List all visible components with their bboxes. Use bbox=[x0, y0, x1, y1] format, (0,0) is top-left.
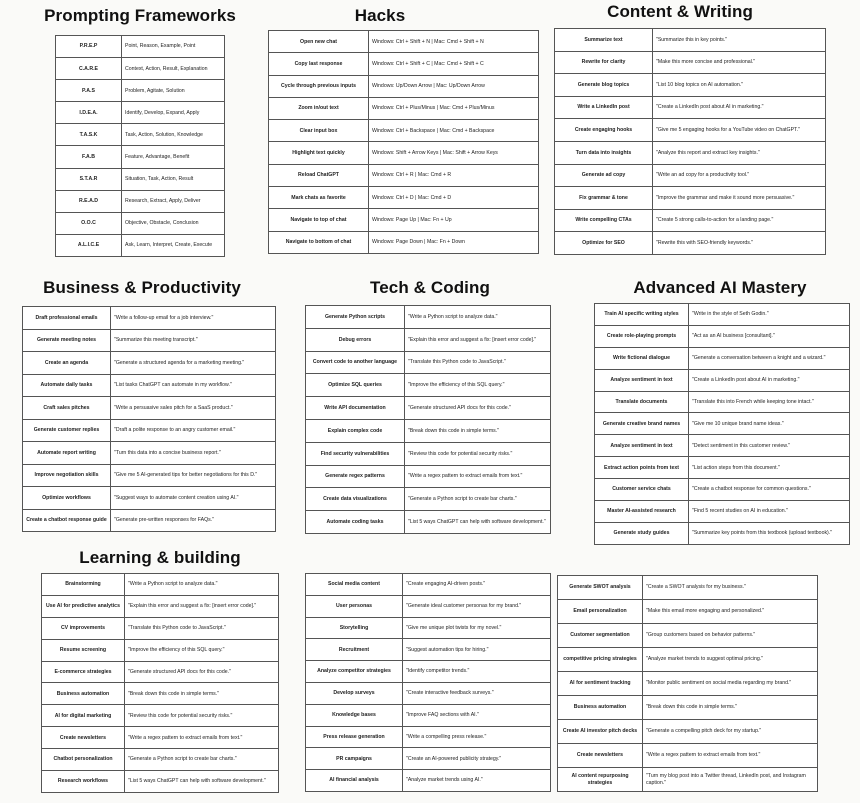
row-label: R.E.A.D bbox=[56, 190, 122, 212]
table-row bbox=[306, 704, 551, 726]
business-productivity-table bbox=[22, 306, 276, 532]
section-title-advanced-ai-mastery: Advanced AI Mastery bbox=[633, 278, 807, 297]
row-value: Windows: Shift + Arrow Keys | Mac: Shift + Arrow Keys bbox=[369, 142, 539, 164]
table-row bbox=[269, 75, 539, 97]
table-row bbox=[23, 442, 276, 465]
table-row bbox=[558, 624, 818, 648]
row-value: "Generate ideal customer personas for my brand." bbox=[403, 595, 551, 617]
table-row bbox=[269, 187, 539, 209]
row-label: PR campaigns bbox=[306, 748, 403, 770]
row-value: Research, Extract, Apply, Deliver bbox=[122, 190, 225, 212]
row-value: "Rewrite this with SEO-friendly keywords." bbox=[653, 232, 826, 255]
row-value: Windows: Ctrl + Shift + C | Mac: Cmd + Shift + C bbox=[369, 53, 539, 75]
row-label: Generate SWOT analysis bbox=[558, 576, 643, 600]
row-value: "Analyze market trends to suggest optimal pricing." bbox=[643, 648, 818, 672]
table-row bbox=[555, 209, 826, 232]
row-label: Extract action points from text bbox=[595, 457, 689, 479]
row-value: "Translate this Python code to JavaScript." bbox=[125, 617, 279, 639]
table-row bbox=[558, 672, 818, 696]
table-row bbox=[555, 187, 826, 210]
row-value: "Explain this error and suggest a fix: [insert error code]." bbox=[125, 595, 279, 617]
row-value: "Detect sentiment in this customer review." bbox=[689, 435, 850, 457]
row-value: Windows: Page Up | Mac: Fn + Up bbox=[369, 209, 539, 231]
table-row bbox=[595, 435, 850, 457]
table-row bbox=[42, 771, 279, 793]
row-value: "Generate a structured agenda for a marketing meeting." bbox=[111, 352, 276, 375]
row-value: "Create a SWOT analysis for my business." bbox=[643, 576, 818, 600]
row-label: Automate report writing bbox=[23, 442, 111, 465]
table-row bbox=[595, 413, 850, 435]
row-label: Research workflows bbox=[42, 771, 125, 793]
section-title-prompting-frameworks: Prompting Frameworks bbox=[44, 6, 236, 25]
row-value: "Make this email more engaging and personalized." bbox=[643, 600, 818, 624]
row-label: Debug errors bbox=[306, 328, 405, 351]
row-value: "Give me 10 unique brand name ideas." bbox=[689, 413, 850, 435]
row-value: "List 5 ways ChatGPT can help with software development." bbox=[125, 771, 279, 793]
row-label: Chatbot personalization bbox=[42, 749, 125, 771]
row-label: Mark chats as favorite bbox=[269, 187, 369, 209]
row-label: Write compelling CTAs bbox=[555, 209, 653, 232]
table-row bbox=[306, 682, 551, 704]
row-value: "Act as an AI business [consultant]." bbox=[689, 325, 850, 347]
marketing-prompts-table bbox=[305, 573, 551, 792]
row-label: Reload ChatGPT bbox=[269, 164, 369, 186]
hacks-table bbox=[268, 30, 539, 254]
table-row bbox=[56, 234, 225, 256]
row-value: "Draft a polite response to an angry customer email." bbox=[111, 419, 276, 442]
table-row bbox=[595, 457, 850, 479]
section-title-hacks: Hacks bbox=[354, 6, 406, 25]
row-label: Zoom in/out text bbox=[269, 97, 369, 119]
row-value: "Improve the efficiency of this SQL query." bbox=[125, 639, 279, 661]
row-value: "Give me 5 engaging hooks for a YouTube video on ChatGPT." bbox=[653, 119, 826, 142]
table-row bbox=[555, 29, 826, 52]
row-label: F.A.B bbox=[56, 146, 122, 168]
row-value: Situation, Task, Action, Result bbox=[122, 168, 225, 190]
row-label: Translate documents bbox=[595, 391, 689, 413]
table-row bbox=[555, 96, 826, 119]
row-label: I.D.E.A. bbox=[56, 102, 122, 124]
row-label: AI content repurposing strategies bbox=[558, 768, 643, 792]
table-row bbox=[558, 720, 818, 744]
row-value: "Improve the efficiency of this SQL query." bbox=[405, 374, 551, 397]
row-label: Create newsletters bbox=[558, 744, 643, 768]
row-label: Create an agenda bbox=[23, 352, 111, 375]
table-row bbox=[595, 369, 850, 391]
row-value: "Give me unique plot twists for my novel." bbox=[403, 617, 551, 639]
table-row bbox=[42, 595, 279, 617]
row-value: "Suggest ways to automate content creation using AI." bbox=[111, 487, 276, 510]
row-label: O.O.C bbox=[56, 212, 122, 234]
row-value: "Monitor public sentiment on social media regarding my brand." bbox=[643, 672, 818, 696]
row-label: C.A.R.E bbox=[56, 58, 122, 80]
table-row bbox=[23, 419, 276, 442]
table-row bbox=[306, 351, 551, 374]
row-value: "Generate structured API docs for this code." bbox=[125, 661, 279, 683]
row-value: "Make this more concise and professional." bbox=[653, 51, 826, 74]
table-row bbox=[42, 727, 279, 749]
row-value: "Generate a Python script to create bar charts." bbox=[125, 749, 279, 771]
table-row bbox=[56, 212, 225, 234]
row-value: "Write a compelling press release." bbox=[403, 726, 551, 748]
row-value: "Generate a conversation between a knight and a wizard." bbox=[689, 347, 850, 369]
table-row bbox=[595, 391, 850, 413]
row-value: Task, Action, Solution, Knowledge bbox=[122, 124, 225, 146]
table-row bbox=[42, 683, 279, 705]
section-title-learning-building: Learning & building bbox=[79, 548, 241, 567]
row-label: Highlight text quickly bbox=[269, 142, 369, 164]
table-row bbox=[555, 141, 826, 164]
row-label: Recruitment bbox=[306, 639, 403, 661]
row-label: Create data visualizations bbox=[306, 488, 405, 511]
row-value: "Translate this into French while keeping tone intact." bbox=[689, 391, 850, 413]
table-row bbox=[306, 465, 551, 488]
section-title-business-productivity: Business & Productivity bbox=[43, 278, 241, 297]
table-row bbox=[42, 661, 279, 683]
row-value: "Write an ad copy for a productivity tool." bbox=[653, 164, 826, 187]
row-label: AI for sentiment tracking bbox=[558, 672, 643, 696]
table-row bbox=[56, 124, 225, 146]
row-label: Business automation bbox=[42, 683, 125, 705]
row-value: Windows: Ctrl + R | Mac: Cmd + R bbox=[369, 164, 539, 186]
row-label: Automate coding tasks bbox=[306, 511, 405, 534]
row-label: Convert code to another language bbox=[306, 351, 405, 374]
strategy-prompts-table bbox=[557, 575, 818, 792]
table-row bbox=[306, 595, 551, 617]
row-label: Generate ad copy bbox=[555, 164, 653, 187]
table-row bbox=[23, 487, 276, 510]
row-value: "List 5 ways ChatGPT can help with software development." bbox=[405, 511, 551, 534]
row-value: "Generate a compelling pitch deck for my startup." bbox=[643, 720, 818, 744]
table-row bbox=[42, 574, 279, 596]
row-value: "Create engaging AI-driven posts." bbox=[403, 574, 551, 596]
row-label: Customer service chats bbox=[595, 479, 689, 501]
row-value: Windows: Up/Down Arrow | Mac: Up/Down Arrow bbox=[369, 75, 539, 97]
row-value: "Review this code for potential security risks." bbox=[125, 705, 279, 727]
table-row bbox=[269, 142, 539, 164]
table-row bbox=[269, 231, 539, 253]
row-value: "Turn this data into a concise business report." bbox=[111, 442, 276, 465]
row-value: "Create a LinkedIn post about AI in marketing." bbox=[689, 369, 850, 391]
table-row bbox=[595, 325, 850, 347]
row-value: "Generate structured API docs for this code." bbox=[405, 397, 551, 420]
table-row bbox=[42, 705, 279, 727]
table-row bbox=[23, 374, 276, 397]
row-value: "Write a persuasive sales pitch for a SaaS product." bbox=[111, 397, 276, 420]
table-row bbox=[306, 770, 551, 792]
table-row bbox=[595, 479, 850, 501]
table-row bbox=[595, 304, 850, 326]
row-label: Generate study guides bbox=[595, 522, 689, 544]
row-value: "Write a follow-up email for a job interview." bbox=[111, 307, 276, 330]
row-value: "Translate this Python code to JavaScript." bbox=[405, 351, 551, 374]
row-label: Optimize SQL queries bbox=[306, 374, 405, 397]
row-value: "Create 5 strong calls-to-action for a landing page." bbox=[653, 209, 826, 232]
row-label: Brainstorming bbox=[42, 574, 125, 596]
table-row bbox=[558, 576, 818, 600]
row-value: "Review this code for potential security risks." bbox=[405, 442, 551, 465]
row-label: Clear input box bbox=[269, 120, 369, 142]
row-label: Customer segmentation bbox=[558, 624, 643, 648]
row-label: Copy last response bbox=[269, 53, 369, 75]
row-label: Optimize for SEO bbox=[555, 232, 653, 255]
table-row bbox=[306, 748, 551, 770]
row-label: T.A.S.K bbox=[56, 124, 122, 146]
row-label: Turn data into insights bbox=[555, 141, 653, 164]
table-row bbox=[555, 164, 826, 187]
table-row bbox=[558, 648, 818, 672]
row-value: Windows: Ctrl + D | Mac: Cmd + D bbox=[369, 187, 539, 209]
prompting-frameworks-table bbox=[55, 35, 225, 257]
row-label: Explain complex code bbox=[306, 419, 405, 442]
table-row bbox=[269, 120, 539, 142]
table-row bbox=[306, 617, 551, 639]
row-value: "Find 5 recent studies on AI in education." bbox=[689, 501, 850, 523]
row-value: "Group customers based on behavior patterns." bbox=[643, 624, 818, 648]
row-label: Optimize workflows bbox=[23, 487, 111, 510]
table-row bbox=[306, 661, 551, 683]
table-row bbox=[558, 768, 818, 792]
row-label: Knowledge bases bbox=[306, 704, 403, 726]
table-row bbox=[269, 209, 539, 231]
row-value: "Break down this code in simple terms." bbox=[405, 419, 551, 442]
table-row bbox=[306, 574, 551, 596]
row-label: Rewrite for clarity bbox=[555, 51, 653, 74]
row-value: Problem, Agitate, Solution bbox=[122, 80, 225, 102]
row-label: Navigate to top of chat bbox=[269, 209, 369, 231]
row-label: A.L.I.C.E bbox=[56, 234, 122, 256]
table-row bbox=[306, 306, 551, 329]
row-label: Navigate to bottom of chat bbox=[269, 231, 369, 253]
table-row bbox=[23, 329, 276, 352]
row-value: Windows: Ctrl + Plus/Minus | Mac: Cmd + Plus/Minus bbox=[369, 97, 539, 119]
row-label: Cycle through previous inputs bbox=[269, 75, 369, 97]
row-value: "Write a regex pattern to extract emails from text." bbox=[405, 465, 551, 488]
row-label: P.R.E.P bbox=[56, 36, 122, 58]
row-value: Windows: Ctrl + Shift + N | Mac: Cmd + Shift + N bbox=[369, 31, 539, 53]
row-label: Storytelling bbox=[306, 617, 403, 639]
table-row bbox=[306, 726, 551, 748]
table-row bbox=[558, 744, 818, 768]
table-row bbox=[42, 639, 279, 661]
table-row bbox=[595, 501, 850, 523]
row-value: "Write a regex pattern to extract emails from text." bbox=[125, 727, 279, 749]
row-value: "Suggest automation tips for hiring." bbox=[403, 639, 551, 661]
row-value: "Identify competitor trends." bbox=[403, 661, 551, 683]
row-value: "Turn my blog post into a Twitter thread, LinkedIn post, and Instagram caption." bbox=[643, 768, 818, 792]
row-label: AI financial analysis bbox=[306, 770, 403, 792]
table-row bbox=[595, 522, 850, 544]
table-row bbox=[56, 80, 225, 102]
table-row bbox=[56, 102, 225, 124]
table-row bbox=[555, 74, 826, 97]
table-row bbox=[42, 749, 279, 771]
row-label: Create a chatbot response guide bbox=[23, 509, 111, 532]
row-label: Master AI-assisted research bbox=[595, 501, 689, 523]
row-value: Point, Reason, Example, Point bbox=[122, 36, 225, 58]
row-value: Identify, Develop, Expand, Apply bbox=[122, 102, 225, 124]
table-row bbox=[23, 352, 276, 375]
table-row bbox=[56, 36, 225, 58]
row-label: Develop surveys bbox=[306, 682, 403, 704]
row-label: Write API documentation bbox=[306, 397, 405, 420]
row-value: "Summarize this meeting transcript." bbox=[111, 329, 276, 352]
table-row bbox=[306, 639, 551, 661]
tech-coding-table bbox=[305, 305, 551, 534]
table-row bbox=[269, 164, 539, 186]
row-label: Craft sales pitches bbox=[23, 397, 111, 420]
row-label: Social media content bbox=[306, 574, 403, 596]
row-label: CV improvements bbox=[42, 617, 125, 639]
row-label: Analyze competitor strategies bbox=[306, 661, 403, 683]
row-label: S.T.A.R bbox=[56, 168, 122, 190]
row-value: "Generate pre-written responses for FAQs." bbox=[111, 509, 276, 532]
table-row bbox=[306, 442, 551, 465]
row-value: "Summarize key points from this textbook (upload textbook)." bbox=[689, 522, 850, 544]
row-value: "Generate a Python script to create bar charts." bbox=[405, 488, 551, 511]
table-row bbox=[306, 374, 551, 397]
row-value: "Write a Python script to analyze data." bbox=[405, 306, 551, 329]
row-label: Create newsletters bbox=[42, 727, 125, 749]
row-value: "Create an AI-powered publicity strategy." bbox=[403, 748, 551, 770]
row-value: "List action steps from this document." bbox=[689, 457, 850, 479]
row-label: Analyze sentiment in text bbox=[595, 369, 689, 391]
row-value: "Summarize this in key points." bbox=[653, 29, 826, 52]
table-row bbox=[56, 168, 225, 190]
row-value: Windows: Page Down | Mac: Fn + Down bbox=[369, 231, 539, 253]
row-label: User personas bbox=[306, 595, 403, 617]
row-label: E-commerce strategies bbox=[42, 661, 125, 683]
learning-building-table bbox=[41, 573, 279, 793]
row-label: Generate customer replies bbox=[23, 419, 111, 442]
row-label: Use AI for predictive analytics bbox=[42, 595, 125, 617]
row-value: "Improve the grammar and make it sound more persuasive." bbox=[653, 187, 826, 210]
row-label: Generate meeting notes bbox=[23, 329, 111, 352]
section-title-tech-coding: Tech & Coding bbox=[370, 278, 490, 297]
table-row bbox=[23, 307, 276, 330]
row-label: AI for digital marketing bbox=[42, 705, 125, 727]
row-label: Create AI investor pitch decks bbox=[558, 720, 643, 744]
row-value: "Create a LinkedIn post about AI in marketing." bbox=[653, 96, 826, 119]
content-writing-table bbox=[554, 28, 826, 255]
row-label: Resume screening bbox=[42, 639, 125, 661]
row-label: Draft professional emails bbox=[23, 307, 111, 330]
table-row bbox=[306, 419, 551, 442]
advanced-ai-mastery-table bbox=[594, 303, 850, 545]
row-label: P.A.S bbox=[56, 80, 122, 102]
row-value: "Write in the style of Seth Godin." bbox=[689, 304, 850, 326]
row-label: Create engaging hooks bbox=[555, 119, 653, 142]
row-value: Objective, Obstacle, Conclusion bbox=[122, 212, 225, 234]
table-row bbox=[56, 146, 225, 168]
table-row bbox=[269, 53, 539, 75]
row-label: Find security vulnerabilities bbox=[306, 442, 405, 465]
table-row bbox=[595, 347, 850, 369]
row-label: Write a LinkedIn post bbox=[555, 96, 653, 119]
row-value: "Break down this code in simple terms." bbox=[643, 696, 818, 720]
row-value: "Explain this error and suggest a fix: [insert error code]." bbox=[405, 328, 551, 351]
table-row bbox=[23, 464, 276, 487]
row-label: competitive pricing strategies bbox=[558, 648, 643, 672]
row-value: "Give me 5 AI-generated tips for better negotiations for this D." bbox=[111, 464, 276, 487]
row-label: Generate creative brand names bbox=[595, 413, 689, 435]
row-value: "Create interactive feedback surveys." bbox=[403, 682, 551, 704]
table-row bbox=[555, 119, 826, 142]
table-row bbox=[56, 190, 225, 212]
row-value: "Create a chatbot response for common questions." bbox=[689, 479, 850, 501]
row-label: Automate daily tasks bbox=[23, 374, 111, 397]
table-row bbox=[42, 617, 279, 639]
table-row bbox=[306, 328, 551, 351]
row-value: "Improve FAQ sections with AI." bbox=[403, 704, 551, 726]
table-row bbox=[558, 696, 818, 720]
row-value: "Analyze market trends using AI." bbox=[403, 770, 551, 792]
row-value: Windows: Ctrl + Backspace | Mac: Cmd + Backspace bbox=[369, 120, 539, 142]
table-row bbox=[306, 397, 551, 420]
table-row bbox=[306, 488, 551, 511]
row-value: "Analyze this report and extract key insights." bbox=[653, 141, 826, 164]
table-row bbox=[23, 397, 276, 420]
row-label: Create role-playing prompts bbox=[595, 325, 689, 347]
table-row bbox=[555, 232, 826, 255]
row-value: Ask, Learn, Interpret, Create, Execute bbox=[122, 234, 225, 256]
row-label: Fix grammar & tone bbox=[555, 187, 653, 210]
row-label: Analyze sentiment in text bbox=[595, 435, 689, 457]
table-row bbox=[56, 58, 225, 80]
row-value: "Write a regex pattern to extract emails from text." bbox=[643, 744, 818, 768]
row-value: Context, Action, Result, Explanation bbox=[122, 58, 225, 80]
row-label: Improve negotiation skills bbox=[23, 464, 111, 487]
row-label: Business automation bbox=[558, 696, 643, 720]
row-label: Press release generation bbox=[306, 726, 403, 748]
table-row bbox=[306, 511, 551, 534]
row-label: Generate Python scripts bbox=[306, 306, 405, 329]
row-label: Train AI specific writing styles bbox=[595, 304, 689, 326]
row-label: Open new chat bbox=[269, 31, 369, 53]
table-row bbox=[558, 600, 818, 624]
row-value: "List 10 blog topics on AI automation." bbox=[653, 74, 826, 97]
row-value: "List tasks ChatGPT can automate in my workflow." bbox=[111, 374, 276, 397]
table-row bbox=[555, 51, 826, 74]
row-value: "Write a Python script to analyze data." bbox=[125, 574, 279, 596]
table-row bbox=[23, 509, 276, 532]
row-value: Feature, Advantage, Benefit bbox=[122, 146, 225, 168]
row-label: Email personalization bbox=[558, 600, 643, 624]
table-row bbox=[269, 97, 539, 119]
row-value: "Break down this code in simple terms." bbox=[125, 683, 279, 705]
row-label: Generate regex patterns bbox=[306, 465, 405, 488]
row-label: Generate blog topics bbox=[555, 74, 653, 97]
section-title-content-writing: Content & Writing bbox=[607, 2, 753, 21]
row-label: Summarize text bbox=[555, 29, 653, 52]
row-label: Write fictional dialogue bbox=[595, 347, 689, 369]
table-row bbox=[269, 31, 539, 53]
